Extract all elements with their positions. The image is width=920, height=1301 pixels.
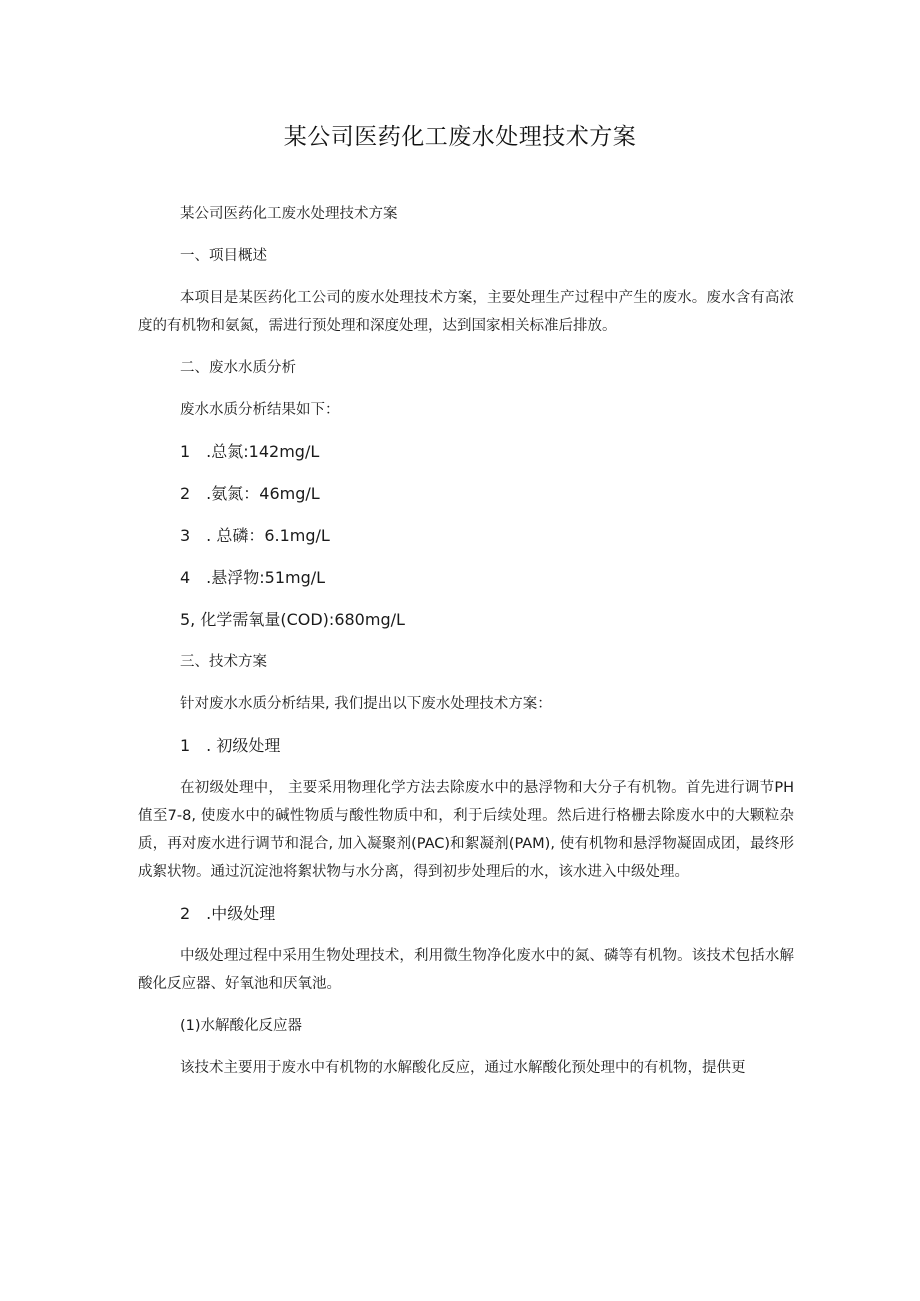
primary-treatment-paragraph: 在初级处理中， 主要采用物理化学方法去除废水中的悬浮物和大分子有机物。首先进行调节PH值至7-8, 使废水中的碱性物质与酸性物质中和，利于后续处理。然后进行格栅去除废水中的大颗粒杂质，再对废水进行调节和混合, 加入凝聚剂(PAC)和絮凝剂(PAM), 使有机物和悬浮物凝固成团，最终形成絮状物。通过沉淀池将絮状物与水分离，得到初步处理后的水，该水进入中级处理。 (138, 780, 794, 880)
secondary-treatment-paragraph: 中级处理过程中采用生物处理技术，利用微生物净化废水中的氮、磷等有机物。该技术包括水解酸化反应器、好氧池和厌氧池。 (138, 948, 794, 992)
subtitle-paragraph: 某公司医药化工废水处理技术方案 (180, 206, 398, 222)
document-title: 某公司医药化工废水处理技术方案 (283, 124, 637, 150)
list-item-ammonia-nitrogen: 2 .氨氮：46mg/L (180, 484, 320, 503)
section-heading-water-quality: 二、废水水质分析 (180, 360, 296, 376)
list-item-suspended-solids: 4 .悬浮物:51mg/L (180, 568, 326, 587)
water-quality-intro: 废水水质分析结果如下： (180, 402, 340, 418)
section-heading-overview: 一、项目概述 (180, 248, 267, 264)
subsection-heading-primary: 1 . 初级处理 (180, 736, 281, 755)
list-item-total-phosphorus: 3 . 总磷：6.1mg/L (180, 526, 330, 545)
document-body (138, 200, 794, 1082)
section-heading-technical-plan: 三、技术方案 (180, 654, 267, 670)
list-item-total-nitrogen: 1 .总氮:142mg/L (180, 442, 320, 461)
subsection-heading-secondary: 2 .中级处理 (180, 904, 276, 923)
technical-plan-intro: 针对废水水质分析结果, 我们提出以下废水处理技术方案： (180, 696, 552, 712)
overview-paragraph: 本项目是某医药化工公司的废水处理技术方案，主要处理生产过程中产生的废水。废水含有高浓度的有机物和氨氮，需进行预处理和深度处理，达到国家相关标准后排放。 (138, 290, 794, 334)
hydrolysis-paragraph: 该技术主要用于废水中有机物的水解酸化反应，通过水解酸化预处理中的有机物，提供更 (180, 1060, 746, 1076)
list-item-cod: 5, 化学需氧量(COD):680mg/L (180, 610, 405, 629)
subsection-heading-hydrolysis: (1)水解酸化反应器 (180, 1018, 303, 1034)
